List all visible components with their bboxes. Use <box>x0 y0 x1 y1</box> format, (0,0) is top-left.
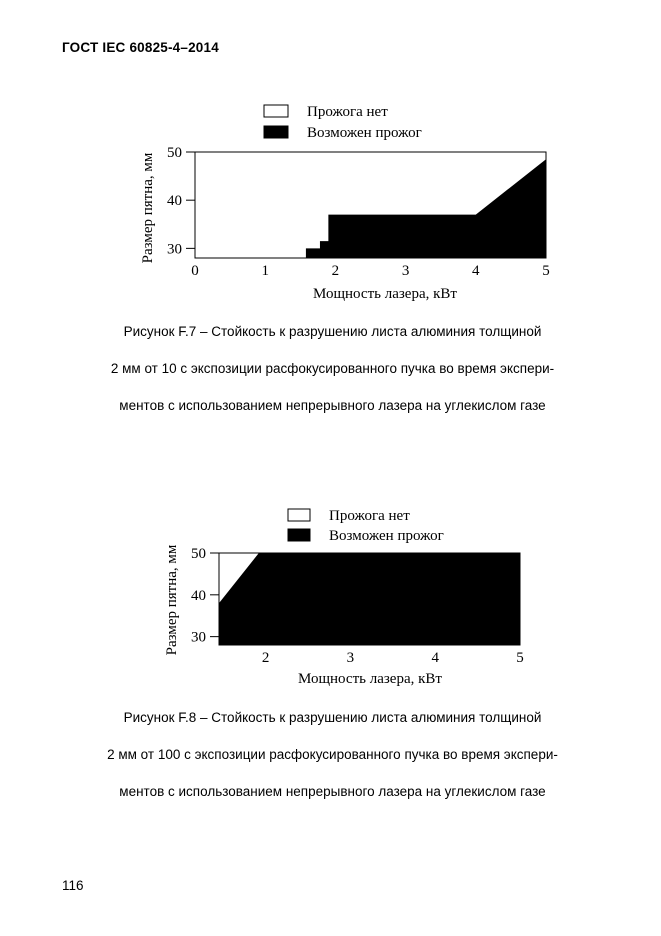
x-axis-title: Мощность лазера, кВт <box>313 286 457 302</box>
x-tick-label: 3 <box>346 650 355 666</box>
y-tick-label: 30 <box>167 241 182 258</box>
y-tick-label: 40 <box>191 587 206 604</box>
caption-line: ментов с использованием непрерывного лазера на углекислом газе <box>119 784 546 799</box>
figure-f8-caption <box>60 699 605 810</box>
legend-swatch-no-burn <box>288 509 310 521</box>
caption-line: Рисунок F.7 – Стойкость к разрушению листа алюминия толщиной <box>123 324 542 339</box>
x-tick-label: 5 <box>516 650 524 666</box>
caption-line: Рисунок F.8 – Стойкость к разрушению листа алюминия толщиной <box>123 710 542 725</box>
caption-line: ментов с использованием непрерывного лазера на углекислом газе <box>119 398 546 413</box>
x-tick-label: 4 <box>431 650 439 666</box>
y-axis <box>191 546 219 646</box>
caption-line: 2 мм от 10 с экспозиции расфокусированного пучка во время экспери- <box>110 361 555 376</box>
legend-label-burn: Возможен прожог <box>329 528 444 544</box>
x-tick-label: 0 <box>191 263 199 279</box>
legend-swatch-burn <box>288 529 310 541</box>
x-tick-label: 2 <box>261 650 270 666</box>
x-tick-label: 5 <box>542 263 550 279</box>
legend-label-no-burn: Прожога нет <box>329 508 410 524</box>
caption-line: 2 мм от 100 с экспозиции расфокусированного пучка во время экспери- <box>107 747 558 762</box>
y-axis-title: Размер пятна, мм <box>140 152 156 264</box>
x-tick-label: 4 <box>472 263 480 279</box>
y-tick-label: 40 <box>167 193 182 210</box>
y-axis-title: Размер пятна, мм <box>164 544 180 656</box>
burn-region <box>219 553 520 645</box>
legend-label-no-burn: Прожога нет <box>307 104 388 120</box>
document-header: ГОСТ IEC 60825-4–2014 <box>62 40 219 55</box>
y-tick-label: 50 <box>191 546 206 562</box>
y-tick-label: 30 <box>191 629 206 646</box>
y-tick-label: 50 <box>167 145 182 161</box>
x-axis-title: Мощность лазера, кВт <box>298 671 442 687</box>
page-number: 116 <box>62 878 84 893</box>
x-tick-label: 1 <box>261 263 269 279</box>
x-tick-label: 3 <box>401 263 410 279</box>
x-tick-label: 2 <box>331 263 340 279</box>
x-axis <box>262 650 524 666</box>
legend-label-burn: Возможен прожог <box>307 125 422 141</box>
